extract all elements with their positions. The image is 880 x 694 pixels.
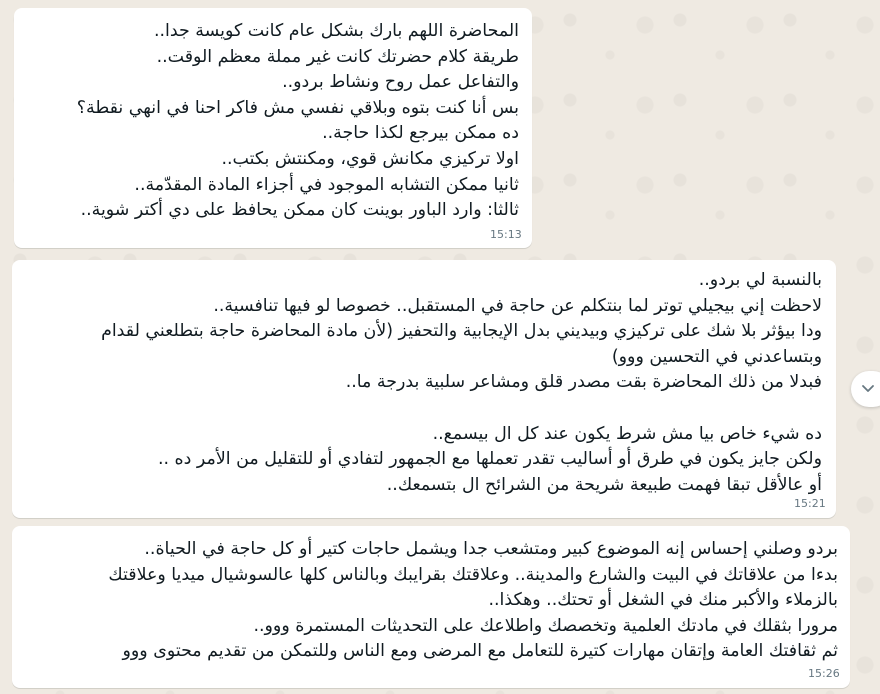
message-bubble[interactable] bbox=[12, 260, 836, 518]
message-text-line: مرورا بثقلك في مادتك العلمية وتخصصك واطلاعك على التحديثات المستمرة ووو.. bbox=[253, 615, 838, 636]
message-bubble[interactable] bbox=[14, 8, 532, 248]
message-text-line: ثم ثقافتك العامة وإتقان مهارات كتيرة للتعامل مع المرضى ومع الناس وللتمكن من تقديم محتوى ووو bbox=[122, 641, 838, 662]
message-text-line: اولا تركيزي مكانش قوي، ومكنتش بكتب.. bbox=[221, 148, 519, 169]
message-blank-line bbox=[22, 396, 822, 422]
message-text-line: لاحظت إني بيجيلي توتر لما بنتكلم عن حاجة في المستقبل.. خصوصا لو فيها تنافسية.. bbox=[213, 295, 822, 316]
message-text-line: ده شيء خاص بيا مش شرط يكون عند كل ال بيسمع.. bbox=[432, 423, 822, 444]
message-text-line: بس أنا كنت بتوه وبلاقي نفسي مش فاكر احنا في انهي نقطة؟ bbox=[76, 97, 519, 118]
message-text-line: ثانيا ممكن التشابه الموجود في أجزاء المادة المقدّمة.. bbox=[134, 174, 519, 195]
message-timestamp: 15:13 bbox=[490, 228, 522, 241]
message-text-line: بردو وصلني إحساس إنه الموضوع كبير ومتشعب جدا ويشمل حاجات كتير أو كل حاجة في الحياة.. bbox=[144, 539, 838, 559]
message-timestamp: 15:26 bbox=[808, 667, 840, 680]
chevron-down-icon bbox=[861, 384, 875, 394]
message-text-line: ده ممكن بيرجع لكذا حاجة.. bbox=[322, 123, 519, 144]
message-timestamp: 15:21 bbox=[794, 497, 826, 510]
message-text-line: المحاضرة اللهم بارك بشكل عام كانت كويسة جدا.. bbox=[154, 21, 519, 41]
scroll-to-bottom-button[interactable] bbox=[851, 371, 880, 407]
message-text-line: بالنسبة لي بردو.. bbox=[698, 270, 822, 290]
message-text-line: بدءا من علاقاتك في البيت والشارع والمدينة.. وعلاقتك بقرايبك وبالناس كلها عالسوشيال ميديا وعلاقتك bbox=[108, 564, 838, 585]
message-text-line: وبتساعدني في التحسين ووو) bbox=[611, 346, 822, 367]
message-text-line: فبدلا من ذلك المحاضرة بقت مصدر قلق ومشاعر سلبية بدرجة ما.. bbox=[345, 372, 822, 393]
message-text-line: ولكن جايز يكون في طرق أو أساليب تقدر تعملها مع الجمهور لتفادي أو للتقليل من الأمر ده .. bbox=[157, 449, 822, 470]
message-text-line: طريقة كلام حضرتك كانت غير مملة معظم الوقت.. bbox=[156, 46, 519, 67]
message-text-line: والتفاعل عمل روح ونشاط بردو.. bbox=[282, 72, 519, 93]
message-text-line: أو عالأقل تبقا فهمت طبيعة شريحة من الشرائح ال بتسمعك.. bbox=[386, 474, 822, 495]
message-text-line: ثالثا: وارد الباور بوينت كان ممكن يحافظ على دي أكتر شوية.. bbox=[80, 200, 519, 221]
message-bubble[interactable] bbox=[12, 526, 850, 688]
message-text-line: ودا بيؤثر بلا شك على تركيزي وبيديني بدل الإيجابية والتحفيز (لأن مادة المحاضرة حاجة بتطلعني لقدام bbox=[101, 321, 822, 342]
message-text-line: بالزملاء والأكبر منك في الشغل أو تحتك.. وهكذا.. bbox=[488, 590, 838, 611]
